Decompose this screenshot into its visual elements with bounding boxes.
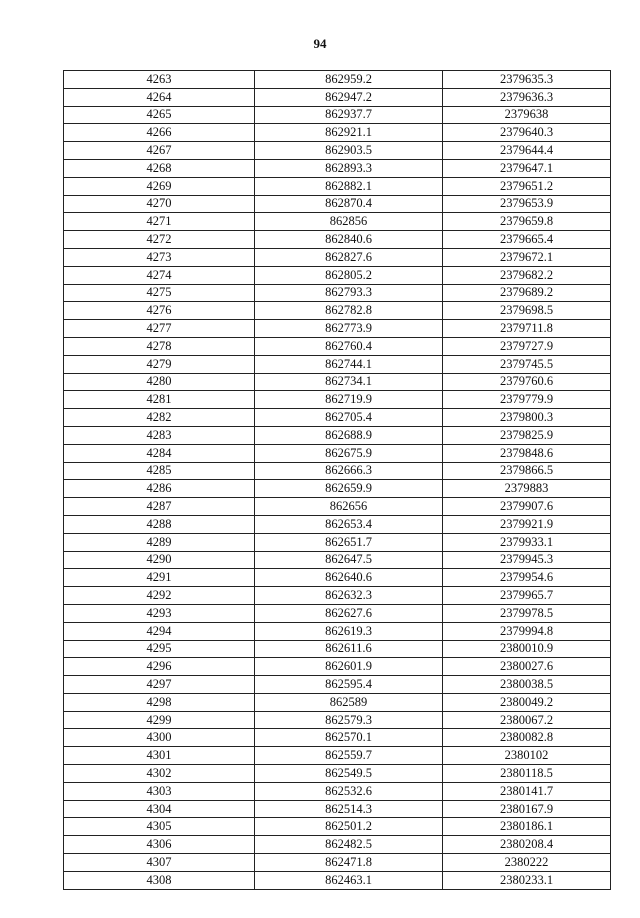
x-coordinate-cell: 862570.1 bbox=[255, 729, 443, 747]
table-row bbox=[64, 604, 611, 622]
x-coordinate-cell: 862921.1 bbox=[255, 124, 443, 142]
point-number-cell: 4265 bbox=[64, 106, 255, 124]
y-coordinate-cell: 2380186.1 bbox=[443, 818, 611, 836]
x-coordinate-cell: 862471.8 bbox=[255, 854, 443, 872]
table-row bbox=[64, 729, 611, 747]
x-coordinate-cell: 862532.6 bbox=[255, 782, 443, 800]
y-coordinate-cell: 2379825.9 bbox=[443, 426, 611, 444]
x-coordinate-cell: 862856 bbox=[255, 213, 443, 231]
x-coordinate-cell: 862589 bbox=[255, 693, 443, 711]
table-row bbox=[64, 551, 611, 569]
y-coordinate-cell: 2380038.5 bbox=[443, 676, 611, 694]
point-number-cell: 4288 bbox=[64, 515, 255, 533]
table-row bbox=[64, 444, 611, 462]
y-coordinate-cell: 2379921.9 bbox=[443, 515, 611, 533]
y-coordinate-cell: 2379945.3 bbox=[443, 551, 611, 569]
point-number-cell: 4270 bbox=[64, 195, 255, 213]
y-coordinate-cell: 2379682.2 bbox=[443, 266, 611, 284]
point-number-cell: 4299 bbox=[64, 711, 255, 729]
table-row bbox=[64, 177, 611, 195]
page-number: 94 bbox=[313, 36, 327, 51]
x-coordinate-cell: 862659.9 bbox=[255, 480, 443, 498]
y-coordinate-cell: 2379866.5 bbox=[443, 462, 611, 480]
point-number-cell: 4295 bbox=[64, 640, 255, 658]
table-row bbox=[64, 355, 611, 373]
point-number-cell: 4272 bbox=[64, 231, 255, 249]
y-coordinate-cell: 2379907.6 bbox=[443, 498, 611, 516]
y-coordinate-cell: 2379647.1 bbox=[443, 159, 611, 177]
point-number-cell: 4263 bbox=[64, 71, 255, 89]
y-coordinate-cell: 2379800.3 bbox=[443, 409, 611, 427]
x-coordinate-cell: 862744.1 bbox=[255, 355, 443, 373]
x-coordinate-cell: 862893.3 bbox=[255, 159, 443, 177]
point-number-cell: 4303 bbox=[64, 782, 255, 800]
point-number-cell: 4269 bbox=[64, 177, 255, 195]
table-row bbox=[64, 693, 611, 711]
table-row bbox=[64, 124, 611, 142]
x-coordinate-cell: 862688.9 bbox=[255, 426, 443, 444]
table-row bbox=[64, 836, 611, 854]
y-coordinate-cell: 2379745.5 bbox=[443, 355, 611, 373]
table-row bbox=[64, 800, 611, 818]
x-coordinate-cell: 862627.6 bbox=[255, 604, 443, 622]
y-coordinate-cell: 2380141.7 bbox=[443, 782, 611, 800]
x-coordinate-cell: 862514.3 bbox=[255, 800, 443, 818]
table-row bbox=[64, 266, 611, 284]
table-row bbox=[64, 71, 611, 89]
table-row bbox=[64, 248, 611, 266]
table-row bbox=[64, 480, 611, 498]
y-coordinate-cell: 2380233.1 bbox=[443, 871, 611, 889]
table-row bbox=[64, 782, 611, 800]
table-row bbox=[64, 765, 611, 783]
y-coordinate-cell: 2379760.6 bbox=[443, 373, 611, 391]
table-row bbox=[64, 622, 611, 640]
table-row bbox=[64, 159, 611, 177]
x-coordinate-cell: 862959.2 bbox=[255, 71, 443, 89]
point-number-cell: 4298 bbox=[64, 693, 255, 711]
x-coordinate-cell: 862579.3 bbox=[255, 711, 443, 729]
point-number-cell: 4290 bbox=[64, 551, 255, 569]
table-row bbox=[64, 658, 611, 676]
table-row bbox=[64, 231, 611, 249]
x-coordinate-cell: 862782.8 bbox=[255, 302, 443, 320]
point-number-cell: 4296 bbox=[64, 658, 255, 676]
table-row bbox=[64, 409, 611, 427]
y-coordinate-cell: 2380049.2 bbox=[443, 693, 611, 711]
y-coordinate-cell: 2379651.2 bbox=[443, 177, 611, 195]
coordinates-table-body bbox=[64, 71, 611, 890]
y-coordinate-cell: 2379994.8 bbox=[443, 622, 611, 640]
table-row bbox=[64, 533, 611, 551]
x-coordinate-cell: 862705.4 bbox=[255, 409, 443, 427]
table-row bbox=[64, 284, 611, 302]
x-coordinate-cell: 862647.5 bbox=[255, 551, 443, 569]
y-coordinate-cell: 2379689.2 bbox=[443, 284, 611, 302]
table-row bbox=[64, 711, 611, 729]
table-row bbox=[64, 676, 611, 694]
y-coordinate-cell: 2380067.2 bbox=[443, 711, 611, 729]
point-number-cell: 4294 bbox=[64, 622, 255, 640]
x-coordinate-cell: 862840.6 bbox=[255, 231, 443, 249]
table-row bbox=[64, 498, 611, 516]
point-number-cell: 4280 bbox=[64, 373, 255, 391]
y-coordinate-cell: 2380118.5 bbox=[443, 765, 611, 783]
y-coordinate-cell: 2379698.5 bbox=[443, 302, 611, 320]
point-number-cell: 4275 bbox=[64, 284, 255, 302]
x-coordinate-cell: 862656 bbox=[255, 498, 443, 516]
table-row bbox=[64, 871, 611, 889]
x-coordinate-cell: 862651.7 bbox=[255, 533, 443, 551]
y-coordinate-cell: 2379933.1 bbox=[443, 533, 611, 551]
x-coordinate-cell: 862793.3 bbox=[255, 284, 443, 302]
y-coordinate-cell: 2379644.4 bbox=[443, 142, 611, 160]
x-coordinate-cell: 862882.1 bbox=[255, 177, 443, 195]
y-coordinate-cell: 2379638 bbox=[443, 106, 611, 124]
y-coordinate-cell: 2379711.8 bbox=[443, 320, 611, 338]
x-coordinate-cell: 862501.2 bbox=[255, 818, 443, 836]
table-row bbox=[64, 640, 611, 658]
x-coordinate-cell: 862601.9 bbox=[255, 658, 443, 676]
point-number-cell: 4277 bbox=[64, 320, 255, 338]
point-number-cell: 4291 bbox=[64, 569, 255, 587]
x-coordinate-cell: 862734.1 bbox=[255, 373, 443, 391]
point-number-cell: 4287 bbox=[64, 498, 255, 516]
y-coordinate-cell: 2380102 bbox=[443, 747, 611, 765]
x-coordinate-cell: 862463.1 bbox=[255, 871, 443, 889]
x-coordinate-cell: 862595.4 bbox=[255, 676, 443, 694]
y-coordinate-cell: 2379665.4 bbox=[443, 231, 611, 249]
point-number-cell: 4302 bbox=[64, 765, 255, 783]
point-number-cell: 4276 bbox=[64, 302, 255, 320]
x-coordinate-cell: 862903.5 bbox=[255, 142, 443, 160]
table-row bbox=[64, 587, 611, 605]
x-coordinate-cell: 862760.4 bbox=[255, 337, 443, 355]
table-row bbox=[64, 462, 611, 480]
point-number-cell: 4264 bbox=[64, 88, 255, 106]
coordinates-table bbox=[63, 70, 611, 890]
y-coordinate-cell: 2379779.9 bbox=[443, 391, 611, 409]
point-number-cell: 4274 bbox=[64, 266, 255, 284]
point-number-cell: 4305 bbox=[64, 818, 255, 836]
y-coordinate-cell: 2380208.4 bbox=[443, 836, 611, 854]
x-coordinate-cell: 862719.9 bbox=[255, 391, 443, 409]
x-coordinate-cell: 862827.6 bbox=[255, 248, 443, 266]
table-row bbox=[64, 818, 611, 836]
point-number-cell: 4278 bbox=[64, 337, 255, 355]
point-number-cell: 4283 bbox=[64, 426, 255, 444]
table-row bbox=[64, 213, 611, 231]
point-number-cell: 4267 bbox=[64, 142, 255, 160]
x-coordinate-cell: 862937.7 bbox=[255, 106, 443, 124]
x-coordinate-cell: 862640.6 bbox=[255, 569, 443, 587]
point-number-cell: 4289 bbox=[64, 533, 255, 551]
y-coordinate-cell: 2380167.9 bbox=[443, 800, 611, 818]
y-coordinate-cell: 2379659.8 bbox=[443, 213, 611, 231]
y-coordinate-cell: 2380082.8 bbox=[443, 729, 611, 747]
point-number-cell: 4286 bbox=[64, 480, 255, 498]
point-number-cell: 4297 bbox=[64, 676, 255, 694]
x-coordinate-cell: 862666.3 bbox=[255, 462, 443, 480]
x-coordinate-cell: 862482.5 bbox=[255, 836, 443, 854]
x-coordinate-cell: 862632.3 bbox=[255, 587, 443, 605]
y-coordinate-cell: 2379954.6 bbox=[443, 569, 611, 587]
point-number-cell: 4281 bbox=[64, 391, 255, 409]
table-row bbox=[64, 142, 611, 160]
point-number-cell: 4293 bbox=[64, 604, 255, 622]
table-row bbox=[64, 195, 611, 213]
y-coordinate-cell: 2379653.9 bbox=[443, 195, 611, 213]
point-number-cell: 4300 bbox=[64, 729, 255, 747]
x-coordinate-cell: 862947.2 bbox=[255, 88, 443, 106]
x-coordinate-cell: 862559.7 bbox=[255, 747, 443, 765]
point-number-cell: 4304 bbox=[64, 800, 255, 818]
point-number-cell: 4279 bbox=[64, 355, 255, 373]
table-row bbox=[64, 391, 611, 409]
x-coordinate-cell: 862619.3 bbox=[255, 622, 443, 640]
point-number-cell: 4271 bbox=[64, 213, 255, 231]
point-number-cell: 4301 bbox=[64, 747, 255, 765]
point-number-cell: 4273 bbox=[64, 248, 255, 266]
table-row bbox=[64, 373, 611, 391]
x-coordinate-cell: 862611.6 bbox=[255, 640, 443, 658]
table-row bbox=[64, 426, 611, 444]
table-row bbox=[64, 320, 611, 338]
table-row bbox=[64, 302, 611, 320]
table-row bbox=[64, 569, 611, 587]
point-number-cell: 4306 bbox=[64, 836, 255, 854]
point-number-cell: 4285 bbox=[64, 462, 255, 480]
table-row bbox=[64, 106, 611, 124]
y-coordinate-cell: 2379640.3 bbox=[443, 124, 611, 142]
table-row bbox=[64, 854, 611, 872]
y-coordinate-cell: 2380222 bbox=[443, 854, 611, 872]
point-number-cell: 4284 bbox=[64, 444, 255, 462]
x-coordinate-cell: 862549.5 bbox=[255, 765, 443, 783]
point-number-cell: 4292 bbox=[64, 587, 255, 605]
y-coordinate-cell: 2380027.6 bbox=[443, 658, 611, 676]
y-coordinate-cell: 2379883 bbox=[443, 480, 611, 498]
table-row bbox=[64, 337, 611, 355]
y-coordinate-cell: 2380010.9 bbox=[443, 640, 611, 658]
y-coordinate-cell: 2379672.1 bbox=[443, 248, 611, 266]
y-coordinate-cell: 2379635.3 bbox=[443, 71, 611, 89]
table-row bbox=[64, 747, 611, 765]
point-number-cell: 4268 bbox=[64, 159, 255, 177]
y-coordinate-cell: 2379978.5 bbox=[443, 604, 611, 622]
x-coordinate-cell: 862653.4 bbox=[255, 515, 443, 533]
y-coordinate-cell: 2379965.7 bbox=[443, 587, 611, 605]
y-coordinate-cell: 2379727.9 bbox=[443, 337, 611, 355]
point-number-cell: 4282 bbox=[64, 409, 255, 427]
point-number-cell: 4308 bbox=[64, 871, 255, 889]
y-coordinate-cell: 2379848.6 bbox=[443, 444, 611, 462]
point-number-cell: 4266 bbox=[64, 124, 255, 142]
table-row bbox=[64, 515, 611, 533]
x-coordinate-cell: 862805.2 bbox=[255, 266, 443, 284]
x-coordinate-cell: 862773.9 bbox=[255, 320, 443, 338]
table-row bbox=[64, 88, 611, 106]
point-number-cell: 4307 bbox=[64, 854, 255, 872]
x-coordinate-cell: 862870.4 bbox=[255, 195, 443, 213]
y-coordinate-cell: 2379636.3 bbox=[443, 88, 611, 106]
x-coordinate-cell: 862675.9 bbox=[255, 444, 443, 462]
